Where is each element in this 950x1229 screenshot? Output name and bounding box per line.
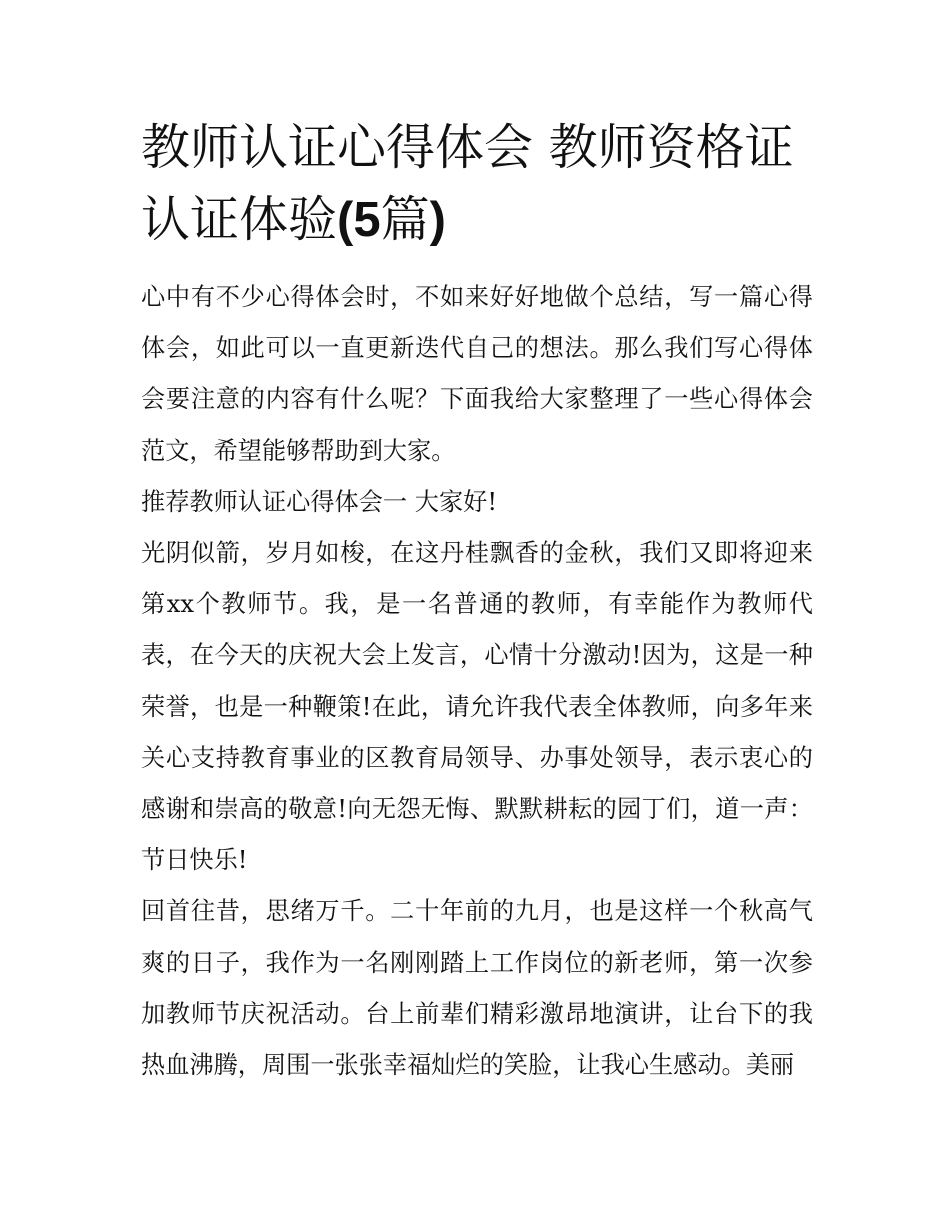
body-paragraph: 回首往昔，思绪万千。二十年前的九月，也是这样一个秋高气爽的日子，我作为一名刚刚踏上工作岗位的新老师，第一次参加教师节庆祝活动。台上前辈们精彩激昂地演讲，让台下的我热血沸腾，周围一张张幸福灿烂的笑脸，让我心生感动。美丽 [141,897,813,1080]
body-paragraph: 光阴似箭，岁月如梭，在这丹桂飘香的金秋，我们又即将迎来第xx个教师节。我，是一名普通的教师，有幸能作为教师代表，在今天的庆祝大会上发言，心情十分激动!因为，这是一种荣誉，也是一种鞭策!在此，请允许我代表全体教师，向多年来关心支持教育事业的区教育局领导、办事处领导，表示衷心的感谢和崇高的敬意!向无怨无悔、默默耕耘的园丁们，道一声：节日快乐! [141,539,813,875]
title-count-open: (5 [337,193,381,247]
title-count-close: ) [429,193,446,247]
document-title [141,112,813,256]
title-text: 教师认证心得体会 教师资格证认证体验 [141,119,794,248]
section-heading-paragraph: 推荐教师认证心得体会一 大家好! [141,487,498,516]
title-count-unit: 篇 [380,191,430,248]
document-content [141,112,813,1091]
intro-paragraph: 心中有不少心得体会时，不如来好好地做个总结，写一篇心得体会，如此可以一直更新迭代自己的想法。那么我们写心得体会要注意的内容有什么呢？下面我给大家整理了一些心得体会范文，希望能够帮助到大家。 [141,283,813,465]
